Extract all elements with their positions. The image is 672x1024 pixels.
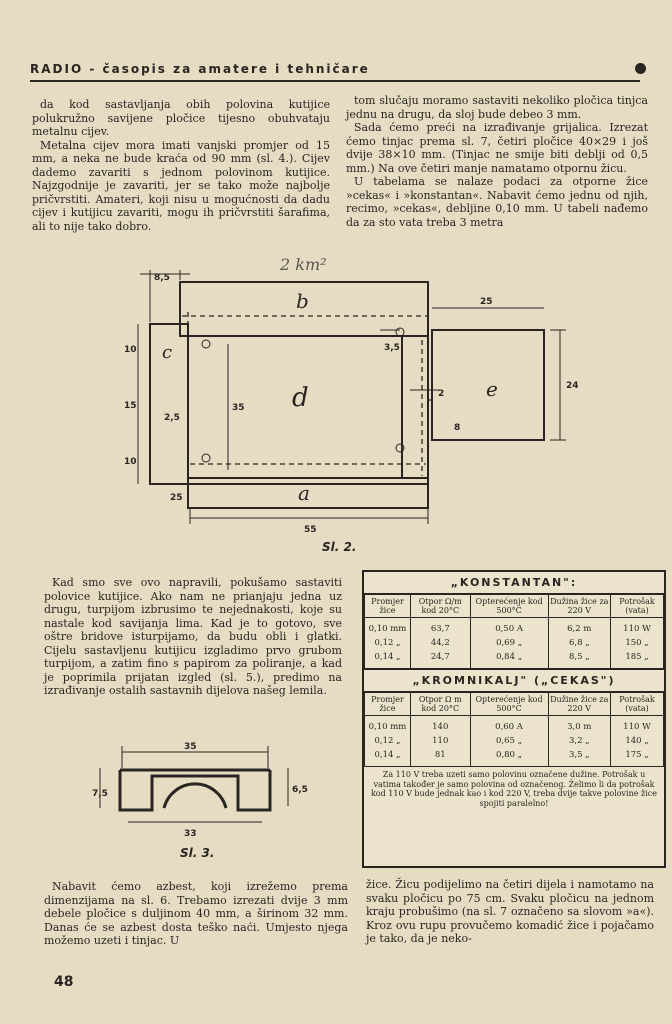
figure-3-drawing [92,738,312,848]
dim-label: 55 [304,525,317,535]
table-cell: 0,14 „ [365,748,411,767]
table-header-row [365,595,664,618]
bullet-dot [635,63,646,74]
figure-label-d: d [292,383,309,413]
dim-label: 10 [124,457,137,467]
dim-label: 33 [184,829,197,839]
dim-label: 35 [232,403,245,413]
table-cell: 0,10 mm [365,716,411,735]
table-cell: 44,2 [410,636,470,650]
table-cell: 110 W [611,618,664,637]
table-cell: 0,12 „ [365,636,411,650]
dim-label: 35 [184,742,197,752]
table-cell: 0,65 „ [470,734,548,748]
column-header: Dužina žice za 220 V [548,595,610,618]
table-footnote: Za 110 V treba uzeti samo polovinu označene dužine. Potrošak u vatima također je samo polovina od označenog. Želimo li da potrošak kod 110 V bude jednak kao i kod 220 V, treba dvije takve polovine žice spojiti paralelno! [370,770,658,808]
dim-label: 25 [480,297,493,307]
dim-label: 24 [566,381,579,391]
text-column-middle-left [44,576,342,698]
dim-label: 10 [124,345,137,355]
table-cell: 6,8 „ [548,636,610,650]
table-cell: 0,10 mm [365,618,411,637]
table-cell: 175 „ [611,748,664,767]
table-cell: 110 W [611,716,664,735]
dim-label: 2,5 [164,413,180,423]
paragraph: U tabelama se nalaze podaci za otporne žice »cekas« i »konstantan«. Nabavit ćemo jednu od njih, recimo, »cekas«, debljine 0,10 mm. U tabeli nađemo da za sto vata treba 3 metra [346,175,648,229]
table-title: „KROMNIKALJ" („CEKAS") [364,669,664,692]
dim-label: 15 [124,401,137,411]
dim-label: 6,5 [292,785,308,795]
dim-label: 25 [170,493,183,503]
handwritten-note: 2 km² [280,255,327,274]
table-cell: 140 [410,716,470,735]
column-header: Potrošak (vata) [611,595,664,618]
table-cell: 81 [410,748,470,767]
table-cell: 185 „ [611,650,664,669]
dim-label: 8,5 [154,273,170,283]
column-header: Promjer žice [365,595,411,618]
column-header: Opterećenje kod 500°C [470,595,548,618]
table-cell: 0,80 „ [470,748,548,767]
text-column-top-left [32,98,330,233]
figure-label-e: e [486,377,498,401]
table-row [365,748,664,767]
kromnikalj-table [364,692,664,767]
text-column-bottom-left [44,880,348,948]
paragraph: Sada ćemo preći na izrađivanje grijalica. Izrezat ćemo tinjac prema sl. 7, četiri pločice 40×29 i još dvije 38×10 mm. (Tinjac ne smije biti deblji od 0,5 mm.) Na ove četiri manje namatamo otpornu žicu. [346,121,648,175]
resistance-wire-tables [362,570,666,868]
table-header-row [365,693,664,716]
figure-label-c: c [162,342,173,363]
paragraph: Kad smo sve ovo napravili, pokušamo sastaviti polovice kutijice. Ako nam ne prianjaju jedna uz drugu, turpijom izbrusimo te nejednakosti, koje su nastale kod savijanja lima. Kad je to gotovo, sve oštre bridove isturpijamo, da budu obli i glatki. Cijelu sastavljenu kutijicu izgladimo prvo grubom turpijom, a zatim fino s papirom za poliranje, a kad je poprimila prijatan izgled (sl. 5.), predimo na izrađivanje ostalih sastavnih dijelova našeg lemila. [44,576,342,697]
table-cell: 0,60 A [470,716,548,735]
table-cell: 3,5 „ [548,748,610,767]
paragraph: Nabavit ćemo azbest, koji izrežemo prema dimenzijama na sl. 6. Trebamo izrezati dvije 3 mm debele pločice s duljinom 40 mm, a širinom 32 mm. Danas će se azbest dosta teško naći. Umjesto njega možemo uzeti i tinjac. U [44,880,348,947]
table-row [365,650,664,669]
table-cell: 3,0 m [548,716,610,735]
paragraph: Metalna cijev mora imati vanjski promjer od 15 mm, a neka ne bude kraća od 90 mm (sl. 4.). Cijev dademo zavariti s jednom polovinom kutijice. Najzgodnije je zavariti, jer se tako može najbolje pričvrstiti. Amateri, koji nisu u mogućnosti da dadu cijev i kutijicu zavariti, mogu ih pričvrstiti šarafima, ali to nije tako dobro. [32,138,330,233]
column-header: Otpor Ω m kod 20°C [410,693,470,716]
paragraph: žice. Žicu podijelimo na četiri dijela i namotamo na svaku pločicu po 75 cm. Svaku pločicu na jednom kraju probušimo (na sl. 7 označeno sa slovom »a«). Kroz ovu rupu provučemo komadić žice i pojačamo je tako, da je neko- [366,878,654,945]
table-cell: 3,2 „ [548,734,610,748]
table-cell: 24,7 [410,650,470,669]
text-column-top-right [346,94,648,229]
column-header: Dužine žice za 220 V [548,693,610,716]
paragraph: da kod sastavljanja obih polovina kutijice polukružno savijene pločice tijesno obuhvataju metalnu cijev. [32,98,330,138]
table-cell: 6,2 m [548,618,610,637]
table-cell: 0,84 „ [470,650,548,669]
table-cell: 0,50 A [470,618,548,637]
konstantan-table [364,594,664,669]
column-header: Promjer žice [365,693,411,716]
page-number: 48 [54,974,74,990]
figure-2-drawing [110,250,600,560]
dim-label: 2 [438,389,445,399]
table-cell: 63,7 [410,618,470,637]
table-row [365,716,664,735]
table-cell: 110 [410,734,470,748]
table-cell: 0,14 „ [365,650,411,669]
paragraph: tom slučaju moramo sastaviti nekoliko pločica tinjca jednu na drugu, da sloj bude debeo 3 mm. [346,94,648,121]
column-header: Potrošak (vata) [611,693,664,716]
table-title: „KONSTANTAN": [364,572,664,594]
dim-label: 3,5 [384,343,400,353]
column-header: Opterećenje kod 500°C [470,693,548,716]
dim-label: 7,5 [92,789,108,799]
figure-3-caption: Sl. 3. [180,846,215,860]
table-cell: 0,12 „ [365,734,411,748]
table-cell: 8,5 „ [548,650,610,669]
page-header [30,58,640,82]
figure-label-b: b [296,289,309,313]
table-cell: 0,69 „ [470,636,548,650]
table-row [365,734,664,748]
column-header: Otpor Ω/m kod 20°C [410,595,470,618]
table-row [365,636,664,650]
text-column-bottom-right [366,878,654,946]
figure-label-a: a [298,481,310,505]
table-row [365,618,664,637]
header-title: RADIO - časopis za amatere i tehničare [30,62,370,76]
table-cell: 150 „ [611,636,664,650]
figure-2-caption: Sl. 2. [322,540,357,554]
table-cell: 140 „ [611,734,664,748]
dim-label: 8 [454,423,461,433]
